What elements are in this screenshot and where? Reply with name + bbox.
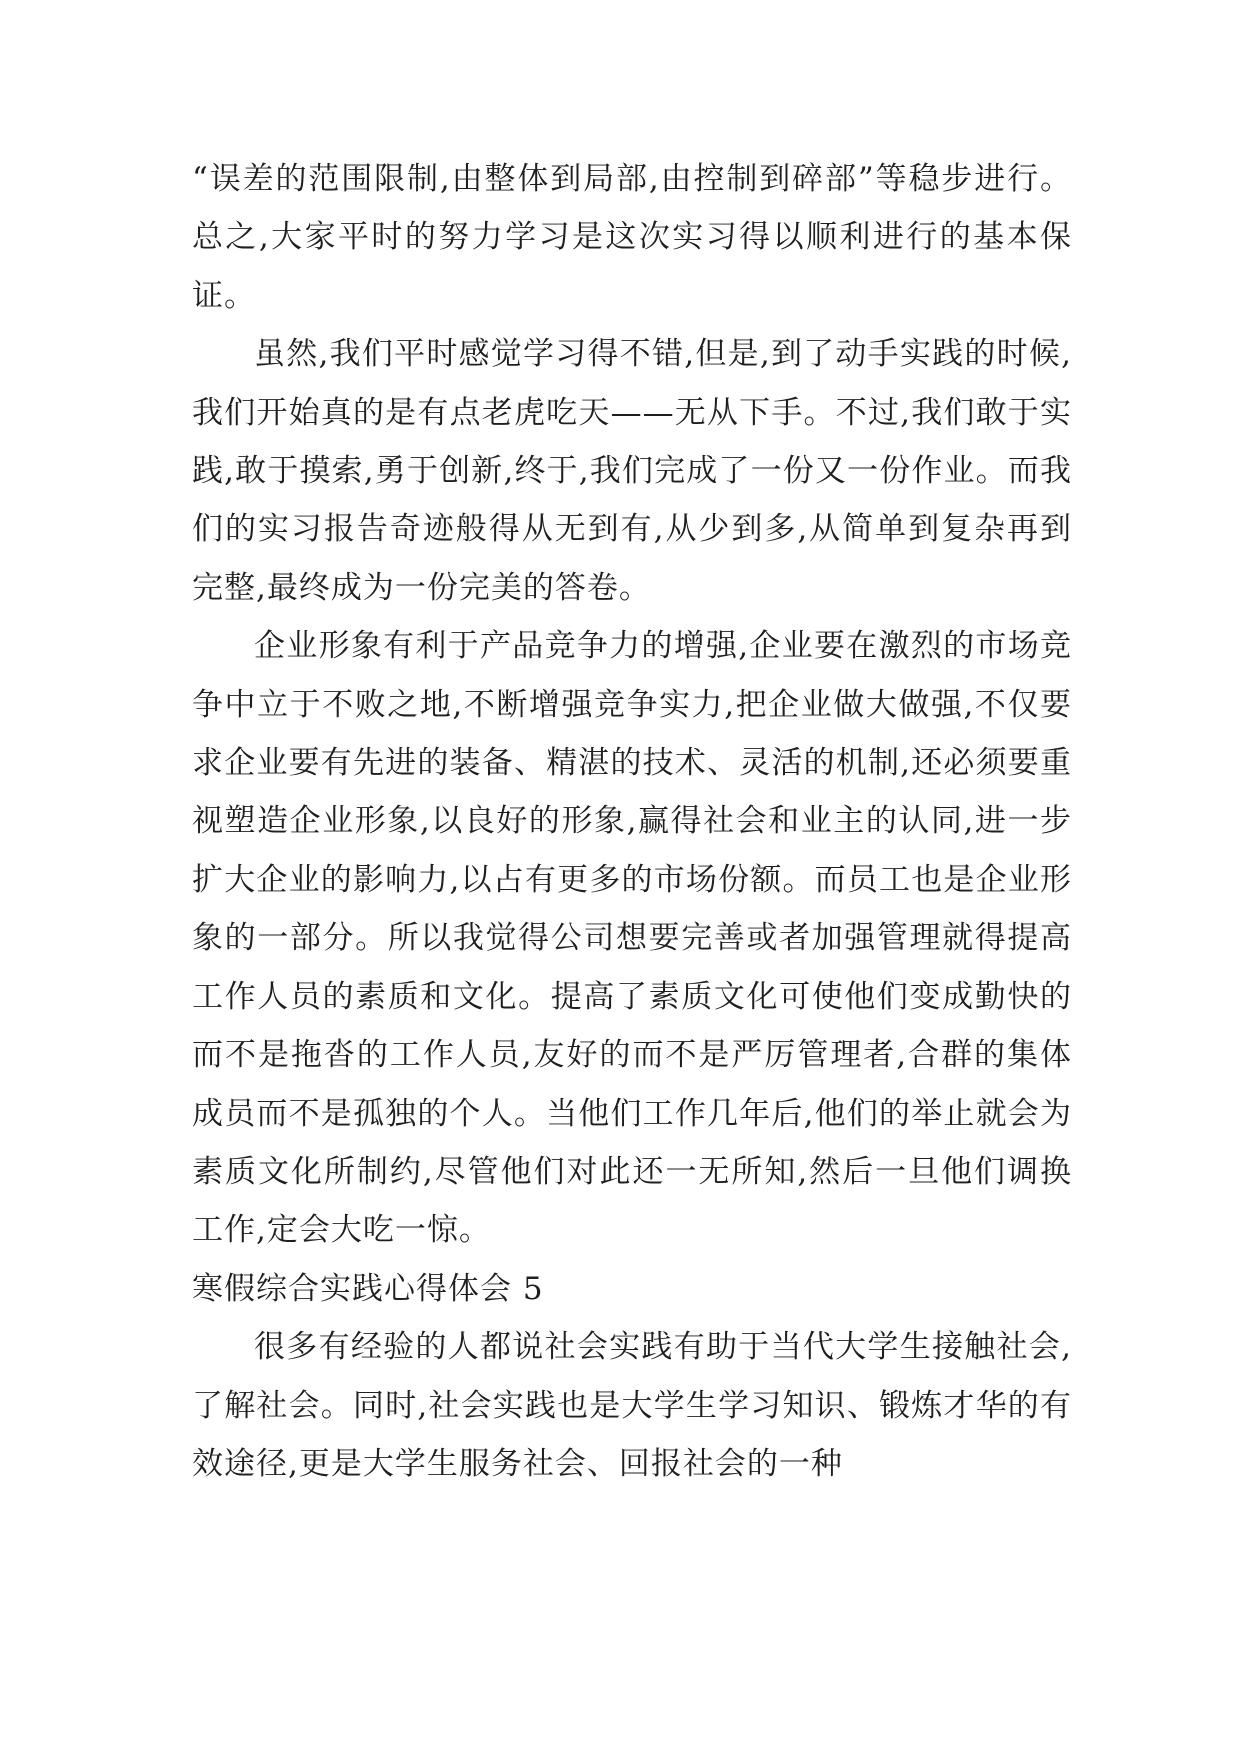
document-body [192,150,1072,1493]
paragraph-continuation: “误差的范围限制,由整体到局部,由控制到碎部”等稳步进行。总之,大家平时的努力学习是这次实习得以顺利进行的基本保证。 [192,161,1072,314]
paragraph-practice: 虽然,我们平时感觉学习得不错,但是,到了动手实践的时候,我们开始真的是有点老虎吃天——无从下手。不过,我们敢于实践,敢于摸索,勇于创新,终于,我们完成了一份又一份作业。而我们的实习报告奇迹般得从无到有,从少到多,从简单到复杂再到完整,最终成为一份完美的答卷。 [192,336,1072,606]
paragraph-corporate-image: 企业形象有利于产品竞争力的增强,企业要在激烈的市场竞争中立于不败之地,不断增强竞争实力,把企业做大做强,不仅要求企业要有先进的装备、精湛的技术、灵活的机制,还必须要重视塑造企业形象,以良好的形象,赢得社会和业主的认同,进一步扩大企业的影响力,以占有更多的市场份额。而员工也是企业形象的一部分。所以我觉得公司想要完善或者加强管理就得提高工作人员的素质和文化。提高了素质文化可使他们变成勤快的而不是拖沓的工作人员,友好的而不是严厉管理者,合群的集体成员而不是孤独的个人。当他们工作几年后,他们的举止就会为素质文化所制约,尽管他们对此还一无所知,然后一旦他们调换工作,定会大吃一惊。 [192,628,1072,1249]
section-heading: 寒假综合实践心得体会 5 [192,1270,544,1307]
paragraph-social-practice: 很多有经验的人都说社会实践有助于当代大学生接触社会,了解社会。同时,社会实践也是大学生学习知识、锻炼才华的有效途径,更是大学生服务社会、回报社会的一种 [192,1329,1072,1482]
